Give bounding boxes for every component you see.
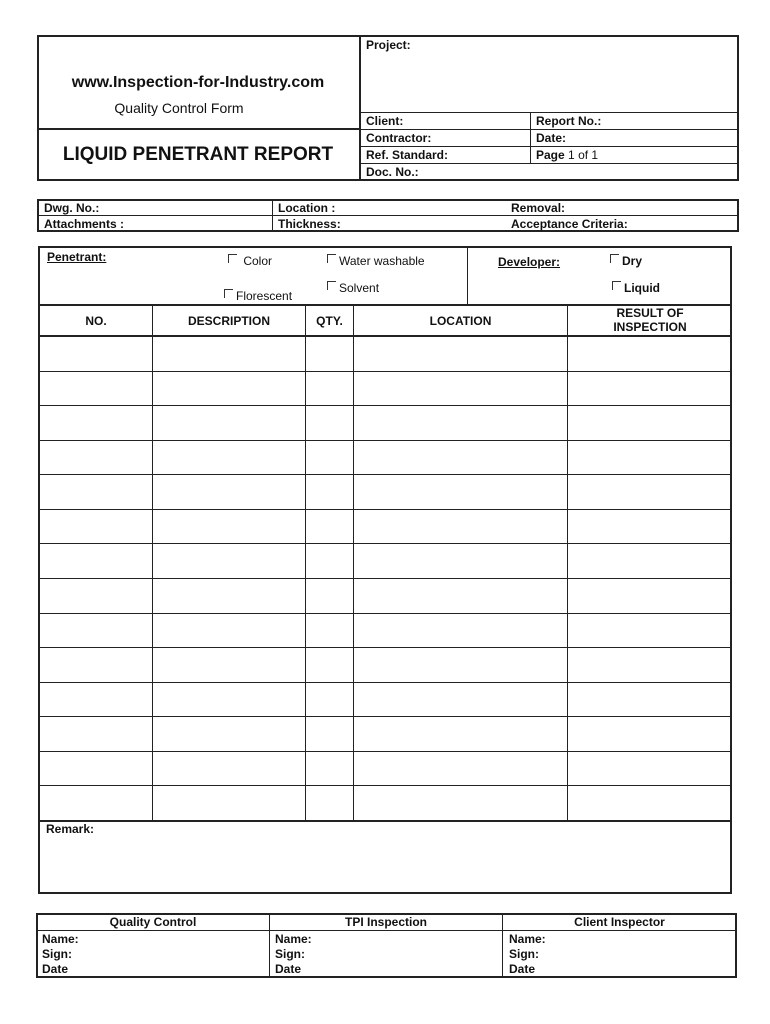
table-row[interactable] [40,578,730,579]
option-color[interactable] [228,254,272,268]
solvent-checkbox[interactable] [327,281,336,290]
acceptance-label: Acceptance Criteria: [511,217,628,231]
option-water-washable[interactable] [327,254,425,268]
header-row-line-1 [360,129,738,130]
col-line-4 [567,305,568,820]
thickness-label: Thickness: [278,217,341,231]
option-liquid[interactable] [612,281,660,295]
tpi-inspection-header: TPI Inspection [344,915,427,929]
col-line-2 [305,305,306,820]
solvent-text: Solvent [339,281,380,295]
client-inspector-header: Client Inspector [574,915,665,929]
signoff-header-line [37,930,736,931]
col-header-qty: QTY. [316,314,343,328]
header-split [37,128,360,130]
table-row[interactable] [40,613,730,614]
option-florescent[interactable] [224,289,292,303]
attachments-label: Attachments : [44,217,125,231]
main-box [38,246,732,894]
qc-date-label: Date [42,962,69,976]
table-row[interactable] [40,543,730,544]
header-divider [359,35,361,181]
header-project-bottom [360,112,738,113]
table-row[interactable] [40,785,730,786]
table-row[interactable] [40,509,730,510]
header-row-line-2 [360,146,738,147]
client-name-label: Name: [509,932,546,946]
dry-checkbox[interactable] [610,254,619,263]
table-row[interactable] [40,405,730,406]
color-checkbox[interactable] [228,254,237,263]
info-col-line [272,200,273,231]
col-header-no: NO. [85,314,107,328]
table-row[interactable] [40,474,730,475]
tpi-sign-label: Sign: [275,947,305,961]
water-washable-checkbox[interactable] [327,254,336,263]
page-total: 1 [591,148,599,162]
materials-divider [467,247,468,304]
form-subtitle: Quality Control Form [114,100,244,116]
table-row[interactable] [40,647,730,648]
developer-label: Developer: [498,255,561,269]
florescent-checkbox[interactable] [224,289,233,298]
col-header-result: RESULT OF INSPECTION [613,306,687,334]
date-label: Date: [536,131,567,145]
report-title: LIQUID PENETRANT REPORT [62,144,334,165]
color-text: Color [243,254,273,268]
liquid-text: Liquid [624,281,660,295]
option-dry[interactable] [610,254,642,268]
water-washable-text: Water washable [339,254,425,268]
qc-name-label: Name: [42,932,79,946]
florescent-text: Florescent [236,289,293,303]
col-header-description: DESCRIPTION [187,314,270,328]
ref-standard-label: Ref. Standard: [366,148,449,162]
info-mid-line [38,215,738,216]
dwg-no-label: Dwg. No.: [44,201,100,215]
table-row[interactable] [40,682,730,683]
location-label: Location : [278,201,336,215]
quality-control-header: Quality Control [109,915,197,929]
page-word: Page [536,148,565,162]
remark-area[interactable] [40,838,730,892]
table-row[interactable] [40,751,730,752]
dry-text: Dry [622,254,643,268]
option-solvent[interactable] [327,281,379,295]
liquid-checkbox[interactable] [612,281,621,290]
page-indicator [536,148,598,162]
table-row[interactable] [40,371,730,372]
qc-sign-label: Sign: [42,947,72,961]
penetrant-label: Penetrant: [47,250,107,264]
project-label: Project: [366,38,411,52]
site-url: www.Inspection-for-Industry.com [71,74,325,91]
col-line-3 [353,305,354,820]
doc-no-label: Doc. No.: [366,165,419,179]
col-line-1 [152,305,153,820]
header-col-line [530,112,531,163]
col-header-location: LOCATION [429,314,492,328]
client-sign-label: Sign: [509,947,539,961]
client-label: Client: [366,114,404,128]
table-row[interactable] [40,440,730,441]
removal-label: Removal: [511,201,566,215]
tpi-name-label: Name: [275,932,312,946]
client-date-label: Date [509,962,536,976]
page-of: of [578,148,589,162]
remark-label: Remark: [46,822,95,836]
table-header-bottom [39,335,731,337]
report-no-label: Report No.: [536,114,602,128]
header-row-line-3 [360,163,738,164]
tpi-date-label: Date [275,962,302,976]
table-bottom [39,820,731,822]
table-row[interactable] [40,716,730,717]
page-current: 1 [568,148,575,162]
contractor-label: Contractor: [366,131,432,145]
